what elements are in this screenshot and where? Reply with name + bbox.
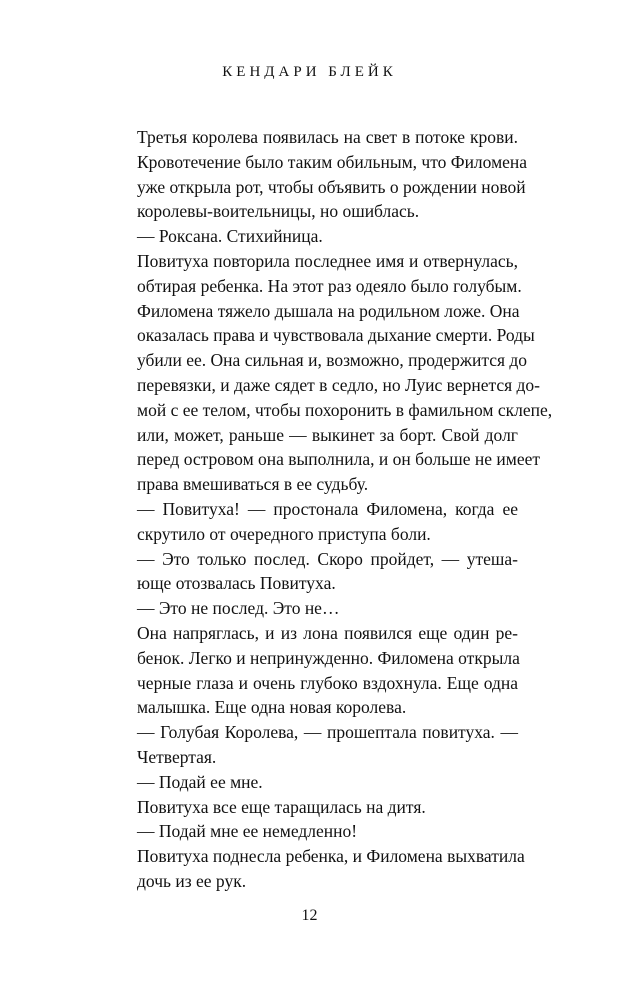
text-line: Она напряглась, и из лона появился еще один ре-	[137, 622, 518, 643]
text-line: Повитуха все еще таращилась на дитя.	[137, 796, 426, 817]
text-line: Кровотечение было таким обильным, что Филомена	[137, 151, 528, 172]
text-line: — Роксана. Стихийница.	[137, 226, 323, 247]
running-head: КЕНДАРИ БЛЕЙК	[222, 64, 397, 80]
text-line: — Голубая Королева, — прошептала повитуха. —	[137, 722, 518, 743]
text-line: мой с ее телом, чтобы похоронить в фамильном склепе,	[137, 399, 553, 420]
paragraph	[117, 596, 518, 621]
paragraph	[117, 795, 518, 820]
text-line: малышка. Еще одна новая королева.	[137, 697, 407, 718]
paragraph	[117, 844, 525, 894]
text-line: черные глаза и очень глубоко вздохнула. Еще одна	[137, 672, 518, 693]
paragraph	[117, 770, 518, 795]
text-line: обтирая ребенка. На этот раз одеяло было голубым.	[137, 275, 522, 296]
paragraph	[117, 819, 518, 844]
text-line: дочь из ее рук.	[137, 870, 247, 891]
page-number: 12	[301, 907, 318, 924]
text-line: — Это только послед. Скоро пройдет, — утеша-	[137, 548, 518, 569]
text-line: перед островом она выполнила, и он больше не имеет	[137, 449, 541, 470]
text-line: Повитуха поднесла ребенка, и Филомена выхватила	[137, 846, 525, 867]
paragraph	[117, 720, 518, 770]
body-text	[117, 125, 553, 894]
paragraph	[117, 547, 518, 597]
text-line: перевязки, и даже сядет в седло, но Луис вернется до-	[137, 374, 541, 395]
text-line: бенок. Легко и непринужденно. Филомена открыла	[137, 647, 520, 668]
text-line: уже открыла рот, чтобы объявить о рождении новой	[137, 176, 526, 197]
text-line: королевы-воительницы, но ошиблась.	[137, 201, 420, 222]
text-line: — Подай мне ее немедленно!	[137, 821, 358, 842]
text-line: или, может, раньше — выкинет за борт. Свой долг	[137, 424, 518, 445]
text-line: убили ее. Она сильная и, возможно, продержится до	[137, 350, 528, 371]
text-line: — Подай ее мне.	[137, 771, 263, 792]
text-line: Филомена тяжело дышала на родильном ложе. Она	[137, 300, 520, 321]
paragraph	[117, 224, 518, 249]
text-line: Четвертая.	[137, 746, 217, 767]
paragraph	[117, 621, 518, 720]
text-line: — Повитуха! — простонала Филомена, когда ее	[137, 498, 518, 519]
text-line: юще отозвалась Повитуха.	[137, 573, 336, 594]
paragraph	[117, 249, 553, 497]
text-line: права вмешиваться в ее судьбу.	[137, 474, 369, 495]
paragraph	[117, 125, 528, 224]
text-line: Третья королева появилась на свет в потоке крови.	[137, 127, 518, 147]
text-line: скрутило от очередного приступа боли.	[137, 523, 431, 544]
text-line: — Это не послед. Это не…	[137, 598, 340, 619]
text-line: Повитуха повторила последнее имя и отвернулась,	[137, 250, 518, 271]
paragraph	[117, 497, 518, 547]
text-line: оказалась права и чувствовала дыхание смерти. Роды	[137, 325, 535, 346]
